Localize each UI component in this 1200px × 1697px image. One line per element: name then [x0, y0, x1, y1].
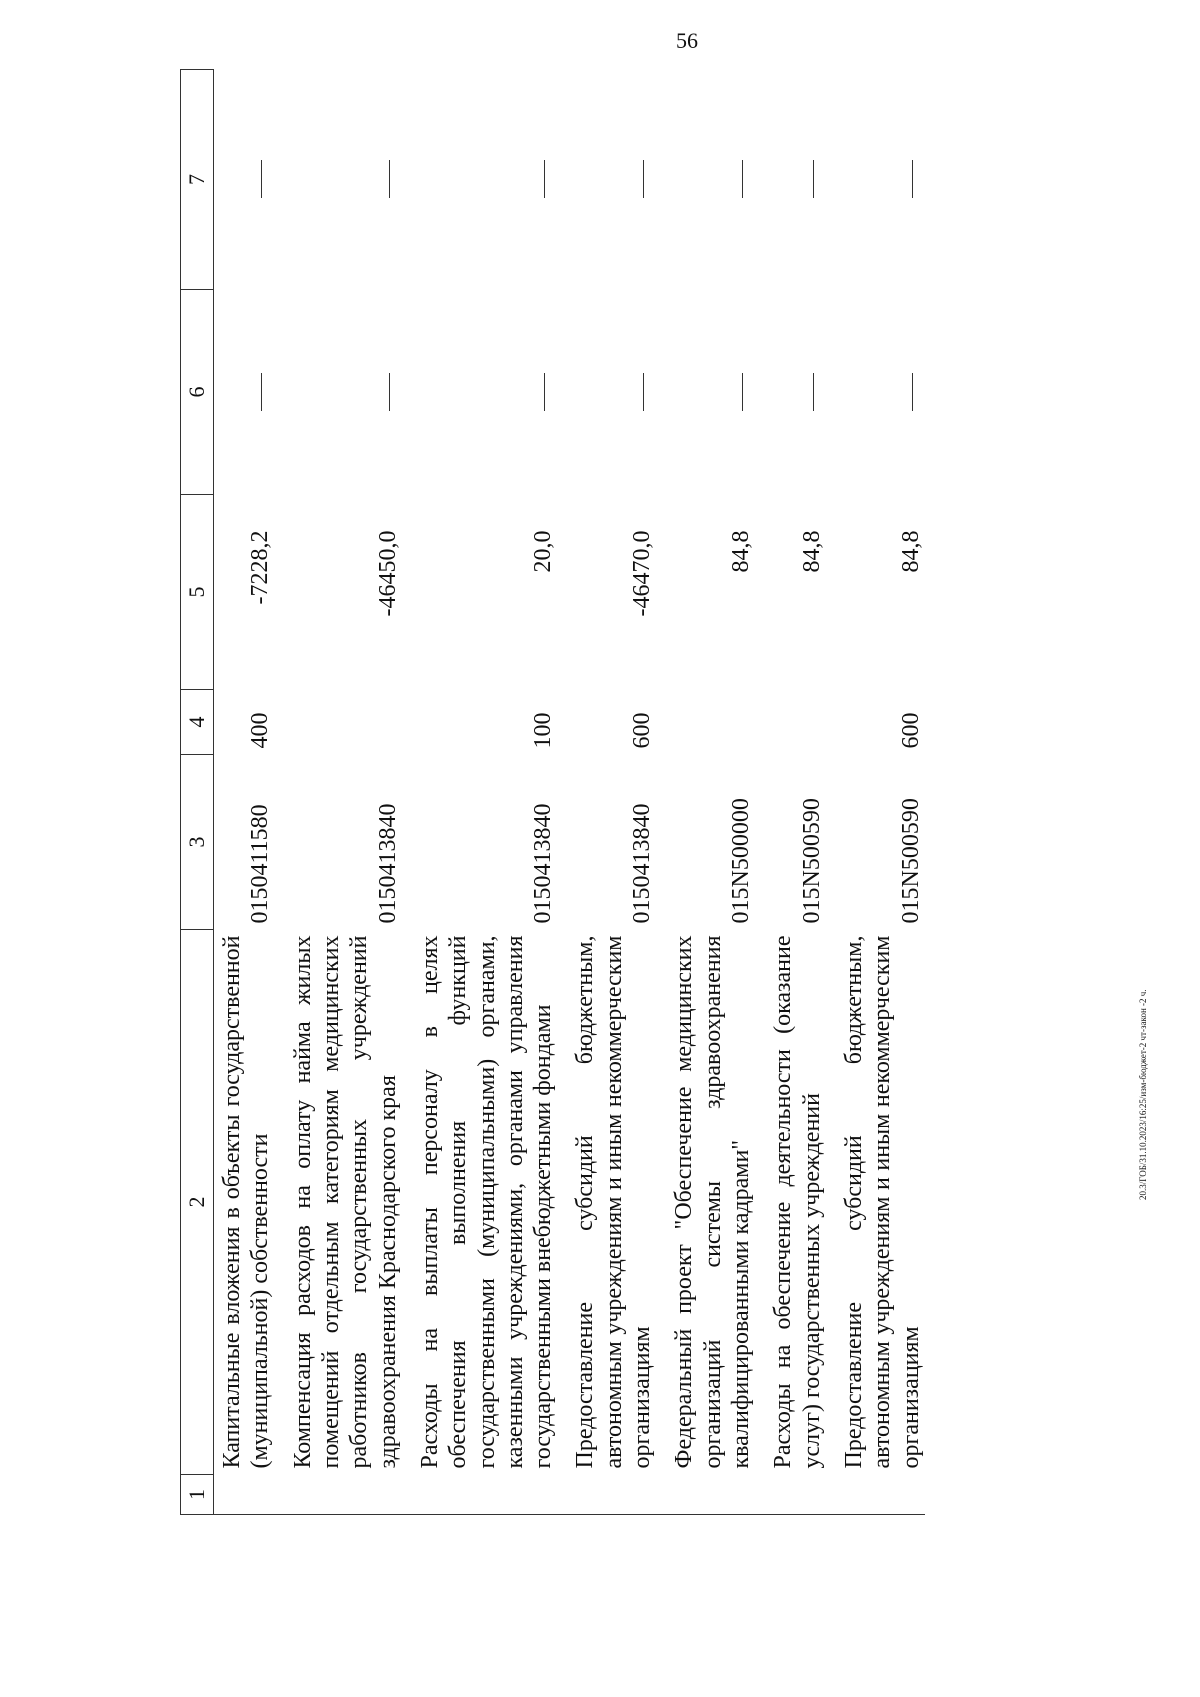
row-col6 [275, 290, 402, 495]
row-col7 [557, 70, 656, 290]
row-expense-type: 400 [247, 712, 274, 749]
row-col7 [755, 70, 826, 290]
dash-mark [246, 161, 274, 199]
row-number-cell [557, 1475, 656, 1515]
row-number-cell [826, 1475, 925, 1515]
row-col6 [402, 290, 558, 495]
row-amount: 84,8 [728, 530, 754, 573]
header-col-3: 3 [181, 755, 214, 930]
page-number: 56 [676, 28, 698, 53]
dash-mark [628, 161, 656, 199]
budget-table [180, 69, 925, 1515]
row-amount: 20,0 [530, 530, 557, 573]
table-row [275, 70, 402, 1515]
row-amount: -46450,0 [374, 530, 401, 617]
dash-mark [529, 373, 557, 411]
table-row [557, 70, 656, 1515]
row-col6 [826, 290, 925, 495]
dash-mark [798, 161, 826, 199]
dash-mark [374, 161, 402, 199]
row-col6 [214, 290, 275, 495]
dash-mark [374, 373, 402, 411]
row-description: Расходы на выплаты персоналу в целях обеспечения выполнения функций государственными (муниципальными) органами, казенными учреждениями, органами управления государственными внебюджетными фондами [416, 935, 557, 1469]
row-description: Компенсация расходов на оплату найма жилых помещений отдельным категориям медицинских работников государственных учреждений здравоохранения Краснодарского края [289, 935, 401, 1469]
row-amount: 84,8 [798, 530, 825, 573]
row-description: Расходы на обеспечение деятельности (оказание услуг) государственных учреждений [770, 935, 825, 1469]
header-col-4: 4 [181, 690, 214, 755]
row-col6 [557, 290, 656, 495]
dash-mark [897, 373, 925, 411]
dash-mark [727, 373, 755, 411]
dash-mark [246, 373, 274, 411]
row-description: Предоставление субсидий бюджетным, автономным учреждениям и иным некоммерческим организациям [840, 935, 924, 1469]
row-target-code: 015N500000 [728, 798, 754, 924]
header-col-7: 7 [181, 70, 214, 290]
row-number-cell [656, 1475, 755, 1515]
row-description: Предоставление субсидий бюджетным, автономным учреждениям и иным некоммерческим организациям [572, 935, 656, 1469]
header-col-1: 1 [181, 1475, 214, 1515]
row-target-code: 015N500590 [897, 798, 924, 924]
row-col7 [656, 70, 755, 290]
row-expense-type [755, 690, 826, 755]
row-expense-type: 100 [530, 712, 557, 749]
row-col7 [402, 70, 558, 290]
row-col6 [755, 290, 826, 495]
row-amount: -46470,0 [629, 530, 656, 617]
dash-mark [798, 373, 826, 411]
table-row [402, 70, 558, 1515]
row-col7 [214, 70, 275, 290]
row-amount: -7228,2 [247, 530, 274, 605]
row-amount: 84,8 [897, 530, 924, 573]
dash-mark [529, 161, 557, 199]
row-expense-type [656, 690, 755, 755]
table-row [656, 70, 755, 1515]
table-row [826, 70, 925, 1515]
rotated-table-container [180, 70, 1125, 1515]
row-description: Федеральный проект "Обеспечение медицинских организаций системы здравоохранения квалифицированными кадрами" [671, 935, 754, 1469]
row-col7 [275, 70, 402, 290]
row-col7 [826, 70, 925, 290]
dash-mark [628, 373, 656, 411]
row-number-cell [275, 1475, 402, 1515]
header-col-5: 5 [181, 495, 214, 690]
row-expense-type [275, 690, 402, 755]
row-target-code: 0150413840 [629, 803, 656, 924]
table-header-row [181, 70, 214, 1515]
row-number-cell [755, 1475, 826, 1515]
row-target-code: 0150413840 [374, 803, 401, 924]
row-target-code: 015N500590 [798, 798, 825, 924]
row-description: Капитальные вложения в объекты государственной (муниципальной) собственности [219, 935, 274, 1469]
row-target-code: 0150411580 [247, 804, 274, 924]
row-number-cell [402, 1475, 558, 1515]
table-row [214, 70, 275, 1515]
header-col-2: 2 [181, 930, 214, 1475]
row-number-cell [214, 1475, 275, 1515]
table-row [755, 70, 826, 1515]
header-col-6: 6 [181, 290, 214, 495]
row-target-code: 0150413840 [530, 803, 557, 924]
dash-mark [897, 161, 925, 199]
row-expense-type: 600 [629, 712, 656, 749]
row-col6 [656, 290, 755, 495]
dash-mark [727, 161, 755, 199]
document-footer-code: 20.3/ГОБ/31.10.2023/16:25/изм-бюджет-2 чт-закон -2 ч. [1138, 989, 1148, 1200]
row-expense-type: 600 [897, 712, 924, 749]
